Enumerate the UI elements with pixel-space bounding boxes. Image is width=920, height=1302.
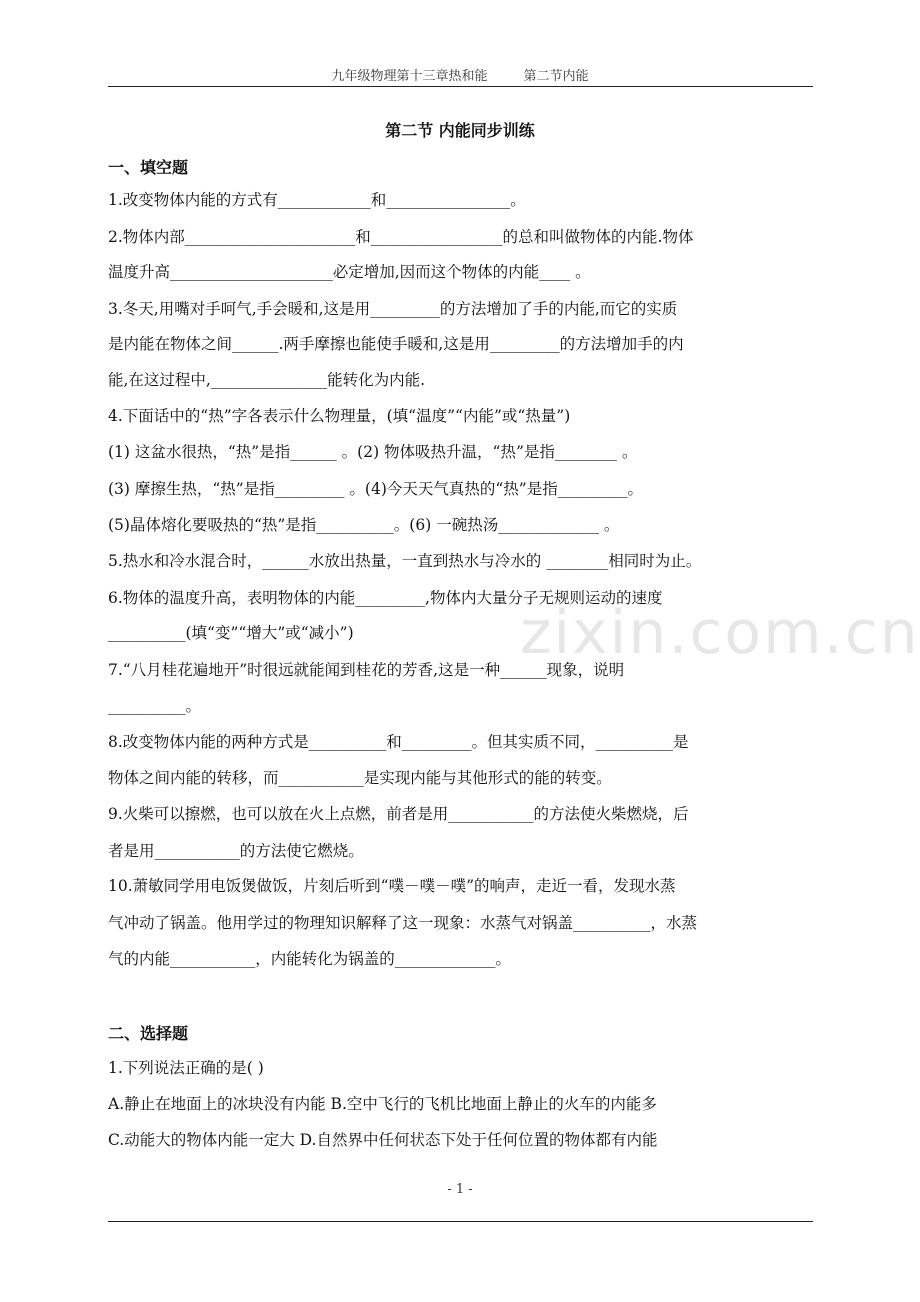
question-line: 1.改变物体内能的方式有____________和________________。 [108,191,526,209]
section-heading-fill-blank: 一、填空题 [108,158,189,177]
question-line: (3) 摩擦生热，“热”是指_________ 。(4)今天天气真热的“热”是指_________。 [108,480,643,498]
question-line: 2.物体内部______________________和_________________的总和叫做物体的内能.物体 [108,228,694,246]
question-line: 6.物体的温度升高，表明物体的内能_________,物体内大量分子无规则运动的速度 [108,589,663,607]
question-line: 能,在这过程中,_______________能转化为内能. [108,371,426,389]
page-number: - 1 - [447,1182,473,1197]
watermark-text: zixin.com.cn [520,598,920,668]
question-line: __________。 [108,697,202,715]
header-rule [108,86,813,87]
question-line: 气冲动了锅盖。他用学过的物理知识解释了这一现象：水蒸气对锅盖__________，水蒸 [108,914,698,932]
question-line: __________(填“变”“增大”或“减小”) [108,624,354,642]
footer-rule [108,1221,813,1222]
question-line: (1) 这盆水很热，“热”是指______ 。(2) 物体吸热升温，“热”是指________ 。 [108,443,638,461]
header-chapter: 九年级物理第十三章热和能 [331,69,488,84]
question-line: 7.“八月桂花遍地开”时很远就能闻到桂花的芳香,这是一种______现象，说明 [108,661,625,679]
question-line: 是内能在物体之间______.两手摩擦也能使手暖和,这是用_________的方法增加手的内 [108,335,684,353]
choice-question: 1.下列说法正确的是( ) [108,1059,264,1077]
question-line: 4.下面话中的“热”字各表示什么物理量，(填“温度”“内能”或“热量”) [108,407,571,425]
header-section: 第二节内能 [523,69,589,84]
question-line: 8.改变物体内能的两种方式是__________和_________。但其实质不同，__________是 [108,733,689,751]
question-line: 3.冬天,用嘴对手呵气,手会暖和,这是用_________的方法增加了手的内能,而它的实质 [108,300,678,318]
question-line: 5.热水和冷水混合时，______水放出热量，一直到热水与冷水的 ________相同时为止。 [108,552,702,570]
section-heading-multiple-choice: 二、选择题 [108,1024,189,1043]
page-title: 第二节 内能同步训练 [385,121,535,140]
question-line: 气的内能___________，内能转化为锅盖的_____________。 [108,950,512,968]
question-line: 物体之间内能的转移，而___________是实现内能与其他形式的能的转变。 [108,769,612,787]
question-line: 者是用___________的方法使它燃烧。 [108,842,364,860]
question-line: 温度升高_____________________必定增加,因而这个物体的内能____ 。 [108,263,591,281]
question-line: 10.萧敏同学用电饭煲做饭，片刻后听到“噗－噗－噗”的响声，走近一看，发现水蒸 [108,877,676,895]
running-header [0,65,920,84]
choice-options-ab: A.静止在地面上的冰块没有内能 B.空中飞行的飞机比地面上静止的火车的内能多 [108,1095,657,1113]
choice-options-cd: C.动能大的物体内能一定大 D.自然界中任何状态下处于任何位置的物体都有内能 [108,1131,658,1149]
question-line: 9.火柴可以擦燃，也可以放在火上点燃，前者是用___________的方法使火柴燃烧，后 [108,805,689,823]
question-line: (5)晶体熔化要吸热的“热”是指__________。(6) 一碗热汤_____________ 。 [108,516,620,534]
